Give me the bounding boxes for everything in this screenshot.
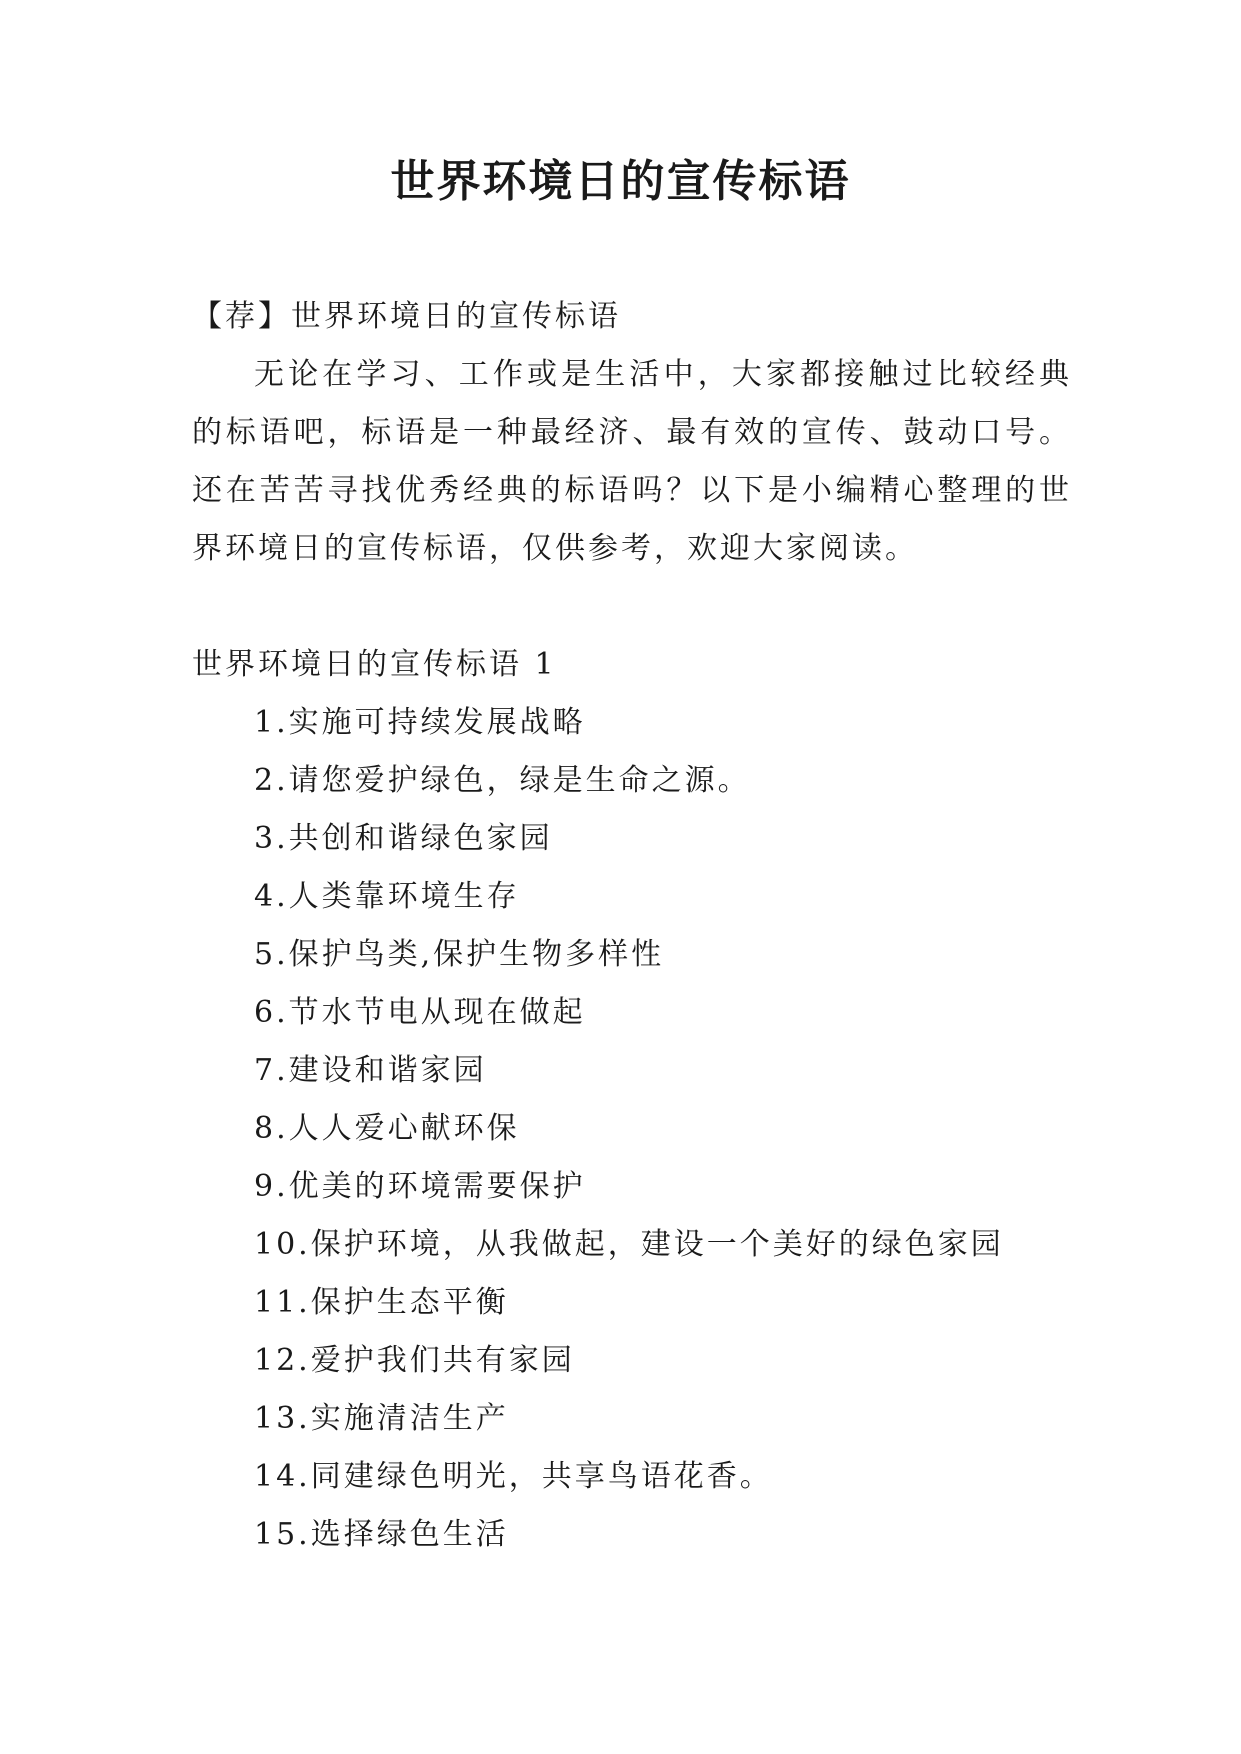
section-heading: 世界环境日的宣传标语 1: [192, 647, 557, 682]
list-item: 15.选择绿色生活: [254, 1517, 509, 1552]
recommended-heading: 【荐】世界环境日的宣传标语: [192, 299, 621, 334]
list-item: 14.同建绿色明光，共享鸟语花香。: [254, 1459, 773, 1494]
list-item: 13.实施清洁生产: [254, 1401, 509, 1436]
list-item: 6.节水节电从现在做起: [254, 995, 586, 1030]
list-item: 4.人类靠环境生存: [254, 879, 520, 914]
list-item: 2.请您爱护绿色，绿是生命之源。: [254, 763, 751, 798]
list-item: 1.实施可持续发展战略: [254, 705, 586, 740]
slogan-list: [192, 694, 1072, 1564]
list-item: 11.保护生态平衡: [254, 1285, 509, 1320]
list-item: 5.保护鸟类,保护生物多样性: [254, 937, 665, 972]
list-item: 10.保护环境，从我做起，建设一个美好的绿色家园: [254, 1227, 1004, 1262]
document-title: 世界环境日的宣传标语: [390, 156, 851, 207]
intro-paragraph: 无论在学习、工作或是生活中，大家都接触过比较经典的标语吧，标语是一种最经济、最有效的宣传、鼓动口号。还在苦苦寻找优秀经典的标语吗？以下是小编精心整理的世界环境日的宣传标语，仅供参考，欢迎大家阅读。: [192, 357, 1072, 566]
list-item: 9.优美的环境需要保护: [254, 1169, 586, 1204]
list-item: 8.人人爱心献环保: [254, 1111, 520, 1146]
document-body: [192, 288, 1072, 1564]
list-item: 3.共创和谐绿色家园: [254, 821, 553, 856]
list-item: 7.建设和谐家园: [254, 1053, 487, 1088]
list-item: 12.爱护我们共有家园: [254, 1343, 575, 1378]
